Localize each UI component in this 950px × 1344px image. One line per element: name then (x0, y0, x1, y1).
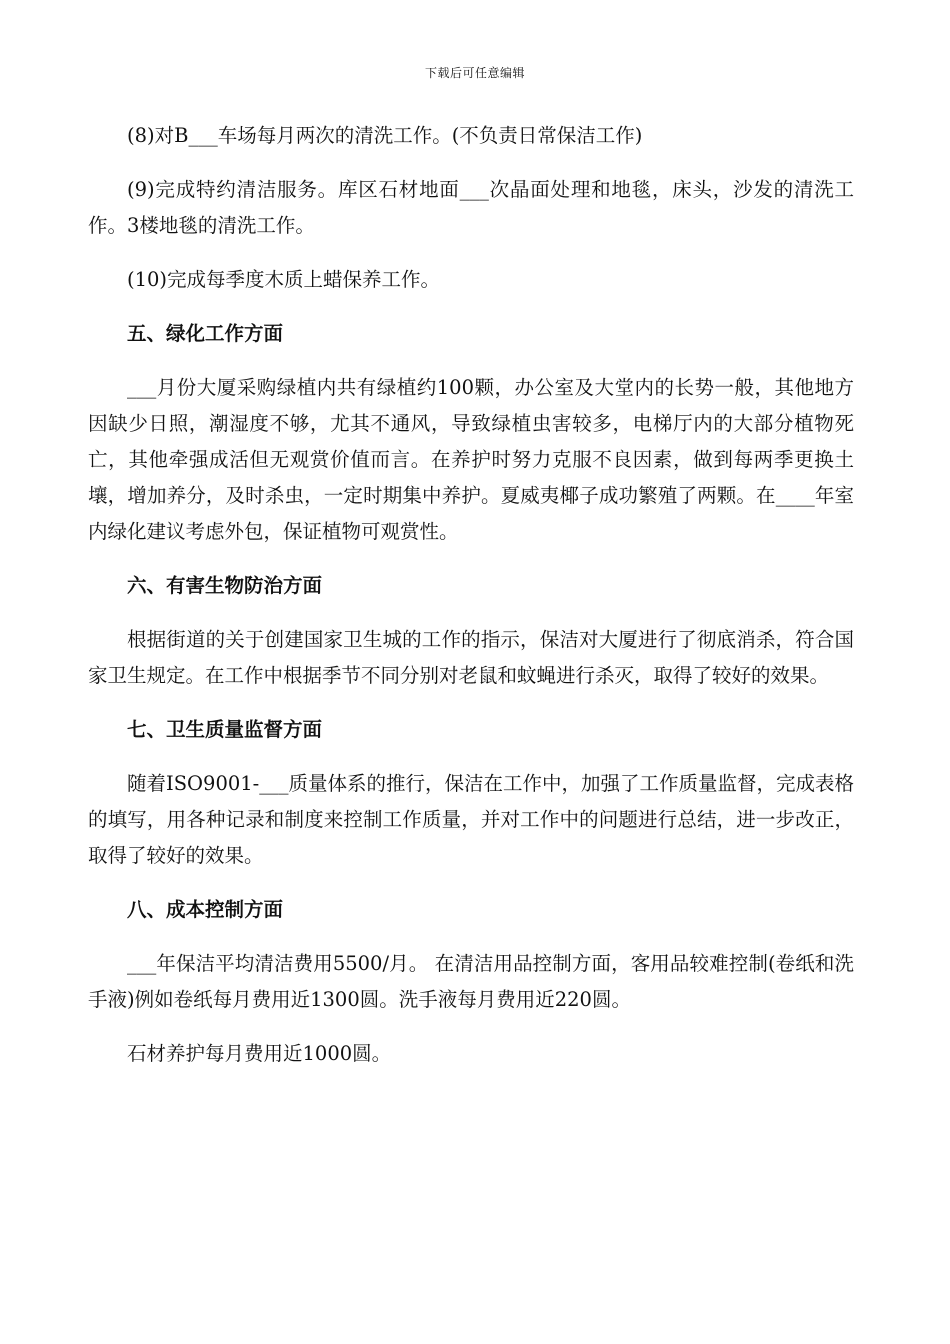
section-heading-cost-control: 八、成本控制方面 (127, 898, 284, 921)
page-header-note: 下载后可任意编辑 (424, 66, 525, 80)
section-heading-quality-supervision: 七、卫生质量监督方面 (127, 718, 323, 741)
section-heading-pest-control: 六、有害生物防治方面 (127, 574, 323, 597)
paragraph-item-8: (8)对B___车场每月两次的清洗工作。(不负责日常保洁工作) (127, 124, 643, 147)
paragraph-item-10: (10)完成每季度木质上蜡保养工作。 (127, 268, 441, 291)
paragraph-quality-supervision: 随着ISO9001-___质量体系的推行，保洁在工作中，加强了工作质量监督，完成表格的填写，用各种记录和制度来控制工作质量，并对工作中的问题进行总结，进一步改正，取得了较好的效果。 (88, 772, 855, 867)
paragraph-stone-maintenance: 石材养护每月费用近1000圆。 (127, 1042, 392, 1065)
paragraph-pest-control: 根据街道的关于创建国家卫生城的工作的指示，保洁对大厦进行了彻底消杀，符合国家卫生规定。在工作中根据季节不同分别对老鼠和蚊蝇进行杀灭，取得了较好的效果。 (88, 628, 854, 687)
section-heading-greening: 五、绿化工作方面 (127, 322, 284, 345)
paragraph-greening: ___月份大厦采购绿植内共有绿植约100颗，办公室及大堂内的长势一般，其他地方因缺少日照，潮湿度不够，尤其不通风，导致绿植虫害较多，电梯厅内的大部分植物死亡，其他牵强成活但无观赏价值而言。在养护时努力克服不良因素，做到每两季更换土壤，增加养分，及时杀虫，一定时期集中养护。夏威夷椰子成功繁殖了两颗。在____年室内绿化建议考虑外包，保证植物可观赏性。 (88, 376, 854, 543)
paragraph-cost-control: ___年保洁平均清洁费用5500/月。 在清洁用品控制方面，客用品较难控制(卷纸和洗手液)例如卷纸每月费用近1300圆。洗手液每月费用近220圆。 (88, 952, 854, 1011)
paragraph-item-9: (9)完成特约清洁服务。库区石材地面___次晶面处理和地毯，床头，沙发的清洗工作。3楼地毯的清洗工作。 (88, 178, 854, 237)
document-body (88, 118, 854, 1090)
